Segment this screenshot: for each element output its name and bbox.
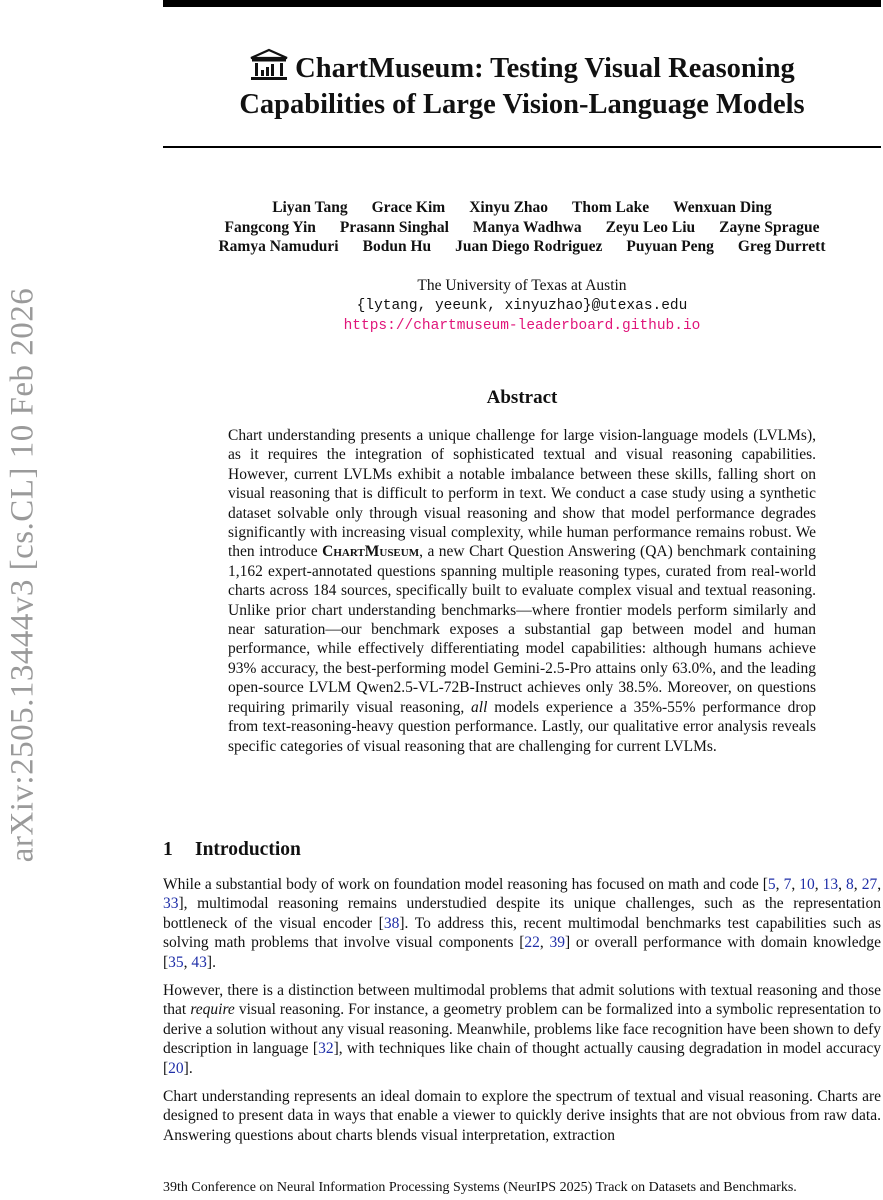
author-name: Grace Kim: [371, 199, 446, 216]
author-name: Fangcong Yin: [224, 218, 316, 236]
text-run: ].: [183, 1059, 193, 1077]
author-row: [163, 237, 881, 257]
title-line-1-text: ChartMuseum: Testing Visual Reasoning: [295, 53, 795, 84]
text-run: While a substantial body of work on foundation model reasoning has focused on math and code [: [163, 876, 768, 893]
author-name: Bodun Hu: [362, 238, 432, 255]
abstract-text: , a new Chart Question Answering (QA) benchmark containing 1,162 expert-annotated questions spanning multiple reasoning types, curated from real-world charts across 184 sources, specifically built to evaluate complex visual and textual reasoning. Unlike prior chart understanding benchmarks—where frontier models perform similarly and near saturation—our benchmark exposes a substantial gap between model and human performance, while effectively differentiating model capabilities: although humans achieve 93% accuracy, the best-performing model Gemini-2.5-Pro attains only 63.0%, and the leading open-source LVLM Qwen2.5-VL-72B-Instruct achieves only 38.5%. Moreover, on questions requiring primarily visual reasoning,: [228, 543, 816, 716]
title-line-2: Capabilities of Large Vision-Language Models: [239, 89, 805, 120]
author-row: [163, 218, 881, 238]
author-row: [163, 198, 881, 218]
author-name: Puyuan Peng: [626, 238, 714, 255]
top-rule: [163, 0, 881, 7]
arxiv-id: arXiv:2505.13444v3 [cs.CL] 10 Feb 2026: [4, 287, 41, 863]
section-title: Introduction: [195, 839, 301, 860]
author-name: Juan Diego Rodriguez: [455, 238, 603, 255]
paper-title: [163, 48, 881, 123]
text-run: ], with techniques like chain of thought actually causing degradation in model accuracy [: [163, 1040, 881, 1077]
abstract-body: [228, 426, 816, 756]
author-list: [163, 198, 881, 257]
emphasis: require: [190, 1001, 235, 1019]
citation-link[interactable]: 5: [767, 876, 776, 893]
text-run: ] or overall performance with domain knowledge [: [163, 934, 881, 971]
citation-link[interactable]: 32: [318, 1040, 334, 1058]
benchmark-name: ChartMuseum: [322, 543, 420, 561]
title-rule: [163, 146, 881, 148]
text-run: visual reasoning. For instance, a geometry problem can be formalized into a symbolic representation to derive a solution without any visual reasoning. Meanwhile, problems like face recognition have been shown to defy description in language [: [163, 1001, 881, 1058]
arxiv-sidebar: [0, 260, 46, 890]
citation-link[interactable]: 7: [783, 876, 792, 893]
text-run: ].: [206, 953, 216, 971]
author-name: Prasann Singhal: [339, 218, 449, 236]
abstract-heading: Abstract: [486, 387, 558, 408]
paragraph: While a substantial body of work on foundation model reasoning has focused on math and code [5, 7, 10, 13, 8, 27, 33], multimodal reasoning remains understudied despite its unique challenges, such as the representation bottleneck of the visual encoder [38]. To address this, recent multimodal benchmarks test capabilities such as solving math problems that involve visual components [22, 39] or overall performance with domain knowledge [35, 43].: [163, 876, 882, 971]
citation-link[interactable]: 38: [383, 914, 400, 932]
author-name: Wenxuan Ding: [673, 199, 772, 216]
citation-link[interactable]: 39: [549, 934, 566, 952]
introduction-body: [163, 875, 881, 1154]
conference-footer: 39th Conference on Neural Information Processing Systems (NeurIPS 2025) Track on Datasets and Benchmarks.: [163, 1180, 797, 1195]
affiliation: The University of Texas at Austin: [417, 277, 627, 294]
citation-link[interactable]: 33: [163, 895, 179, 913]
paragraph: Chart understanding represents an ideal domain to explore the spectrum of textual and visual reasoning. Charts are designed to present data in ways that enable a viewer to quickly derive insights that are not obvious from raw data. Answering questions about charts blends visual interpretation, extraction: [163, 1088, 881, 1144]
text-run: ]. To address this, recent multimodal benchmarks test capabilities such as solving math problems that involve visual components [: [163, 914, 881, 952]
abstract-text: models experience a 35%-55% performance drop from text-reasoning-heavy question performance. Lastly, our qualitative error analysis reveals specific categories of visual reasoning that are challenging for current LVLMs.: [228, 698, 816, 755]
author-name: Xinyu Zhao: [469, 199, 549, 216]
section-heading: [163, 839, 881, 861]
citation-link[interactable]: 22: [524, 934, 540, 952]
citation-link[interactable]: 8: [846, 876, 854, 893]
text-run: However, there is a distinction between multimodal problems that admit solutions with textual reasoning and those that: [163, 982, 881, 1019]
abstract-text: Chart understanding presents a unique challenge for large vision-language models (LVLMs), as it requires the integration of sophisticated textual and visual reasoning capabilities. However, current LVLMs exhibit a notable imbalance between these skills, falling short on visual reasoning that is difficult to perform in text. We conduct a case study using a synthetic dataset solvable only through visual reasoning and show that model performance degrades significantly with increasing visual complexity, while human performance remains robust. We then introduce: [228, 427, 816, 561]
citation-link[interactable]: 20: [168, 1059, 184, 1077]
author-name: Liyan Tang: [272, 199, 348, 216]
author-name: Ramya Namuduri: [218, 238, 339, 255]
title-line-1: [163, 48, 881, 87]
citation-link[interactable]: 43: [191, 953, 207, 971]
project-url-link[interactable]: https://chartmuseum-leaderboard.github.io: [343, 318, 701, 334]
author-name: Zeyu Leo Liu: [605, 218, 696, 236]
citation-link[interactable]: 10: [799, 876, 815, 893]
author-name: Greg Durrett: [737, 238, 826, 255]
abstract-emphasis: all: [471, 698, 488, 716]
citation-link[interactable]: 35: [168, 953, 184, 971]
paragraph: [163, 981, 881, 1078]
citation-link[interactable]: 27: [861, 876, 878, 893]
author-name: Manya Wadhwa: [472, 218, 582, 236]
author-emails: {lytang, yeeunk, xinyuzhao}@utexas.edu: [356, 298, 688, 314]
museum-icon: [249, 48, 289, 82]
author-name: Zayne Sprague: [719, 218, 820, 236]
text-run: ], multimodal reasoning remains understudied despite its unique challenges, such as the representation bottleneck of the visual encoder [: [163, 895, 881, 932]
author-name: Thom Lake: [572, 199, 650, 216]
citation-link[interactable]: 13: [822, 876, 839, 893]
affiliation-block: [163, 276, 881, 336]
section-number: 1: [163, 839, 173, 860]
